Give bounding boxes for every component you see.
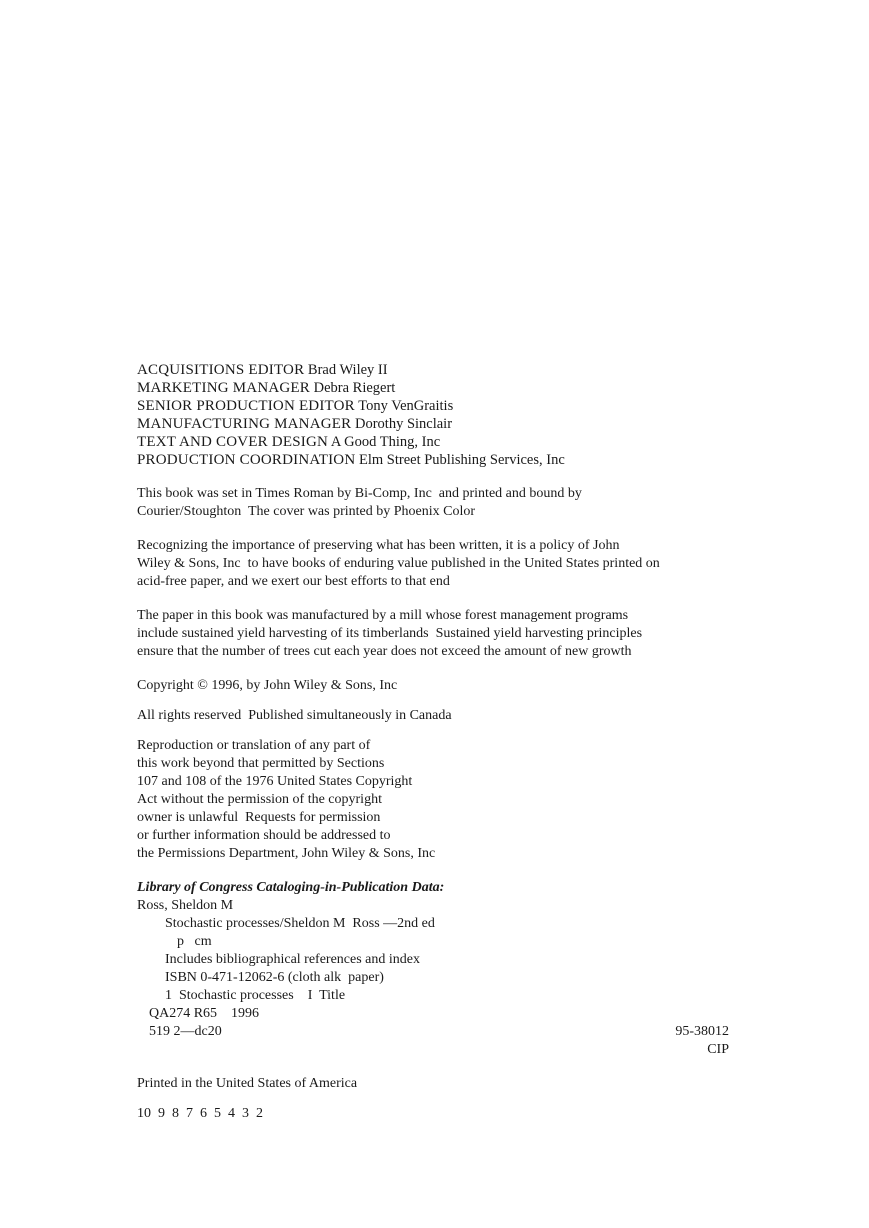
copyright-notice: Copyright © 1996, by John Wiley & Sons, Inc	[137, 678, 398, 693]
credit-role: MANUFACTURING MANAGER	[137, 416, 352, 432]
paragraph-line: the Permissions Department, John Wiley & Sons, Inc	[137, 846, 436, 861]
cip-subjects: 1 Stochastic processes I Title	[165, 988, 346, 1003]
credit-role: MARKETING MANAGER	[137, 380, 310, 396]
credit-line	[137, 415, 757, 433]
paragraph-line: owner is unlawful Requests for permission	[137, 810, 381, 825]
credit-line	[137, 397, 757, 415]
paragraph-line: Courier/Stoughton The cover was printed by Phoenix Color	[137, 504, 476, 519]
paragraph-line: Recognizing the importance of preserving what has been written, it is a policy of John	[137, 538, 620, 553]
paragraph-line: Reproduction or translation of any part of	[137, 738, 371, 753]
paper-paragraph	[137, 607, 757, 661]
paragraph-line: ensure that the number of trees cut each year does not exceed the amount of new growth	[137, 644, 632, 659]
paragraph-line: this work beyond that permitted by Sections	[137, 756, 385, 771]
spacer	[137, 1093, 757, 1105]
credit-line	[137, 379, 757, 397]
credit-name: Elm Street Publishing Services, Inc	[358, 452, 565, 468]
cip-label-row	[137, 1041, 729, 1059]
credit-name: Brad Wiley II	[307, 362, 388, 378]
spacer	[137, 661, 757, 677]
credit-role: TEXT AND COVER DESIGN	[137, 434, 329, 450]
credit-name: Debra Riegert	[313, 380, 396, 396]
paragraph-line: This book was set in Times Roman by Bi-Comp, Inc and printed and bound by	[137, 486, 582, 501]
copyright-page	[137, 361, 757, 1123]
paragraph-line: or further information should be addressed to	[137, 828, 391, 843]
spacer	[137, 591, 757, 607]
credit-role: SENIOR PRODUCTION EDITOR	[137, 398, 355, 414]
cip-pages: p cm	[177, 934, 212, 949]
paragraph-line: The paper in this book was manufactured by a mill whose forest management programs	[137, 608, 629, 623]
paragraph-line: 107 and 108 of the 1976 United States Copyright	[137, 774, 413, 789]
spacer	[137, 469, 757, 485]
preservation-paragraph	[137, 537, 757, 591]
credit-name: Dorothy Sinclair	[354, 416, 453, 432]
spacer	[137, 1059, 757, 1075]
cip-isbn: ISBN 0-471-12062-6 (cloth alk paper)	[165, 970, 384, 985]
printed-location: Printed in the United States of America	[137, 1076, 358, 1091]
reproduction-paragraph	[137, 737, 757, 863]
credit-line	[137, 361, 757, 379]
cip-dewey-row	[137, 1023, 729, 1041]
cip-title: Stochastic processes/Sheldon M Ross —2nd ed	[165, 916, 435, 931]
cip-block	[137, 879, 757, 1059]
credit-name: A Good Thing, Inc	[330, 434, 441, 450]
paragraph-line: Act without the permission of the copyright	[137, 792, 382, 807]
rights-notice: All rights reserved Published simultaneously in Canada	[137, 708, 452, 723]
credits-list	[137, 361, 757, 469]
typesetting-paragraph	[137, 485, 757, 521]
spacer	[137, 521, 757, 537]
cip-dewey: 519 2—dc20	[149, 1024, 222, 1039]
cip-includes: Includes bibliographical references and index	[165, 952, 421, 967]
paragraph-line: acid-free paper, and we exert our best efforts to that end	[137, 574, 450, 589]
credit-line	[137, 433, 757, 451]
cip-lccn: 95-38012	[675, 1024, 729, 1039]
spacer	[137, 695, 757, 707]
paragraph-line: Wiley & Sons, Inc to have books of enduring value published in the United States printed on	[137, 556, 660, 571]
credit-line	[137, 451, 757, 469]
credit-role: PRODUCTION COORDINATION	[137, 452, 356, 468]
cip-heading: Library of Congress Cataloging-in-Publication Data:	[137, 880, 445, 895]
cip-author: Ross, Sheldon M	[137, 898, 234, 913]
spacer	[137, 725, 757, 737]
paragraph-line: include sustained yield harvesting of its timberlands Sustained yield harvesting principles	[137, 626, 643, 641]
printing-line: 10 9 8 7 6 5 4 3 2	[137, 1106, 263, 1121]
cip-lc-class: QA274 R65 1996	[149, 1006, 260, 1021]
spacer	[137, 863, 757, 879]
credit-name: Tony VenGraitis	[358, 398, 454, 414]
credit-role: ACQUISITIONS EDITOR	[137, 362, 305, 378]
cip-label: CIP	[707, 1042, 729, 1057]
